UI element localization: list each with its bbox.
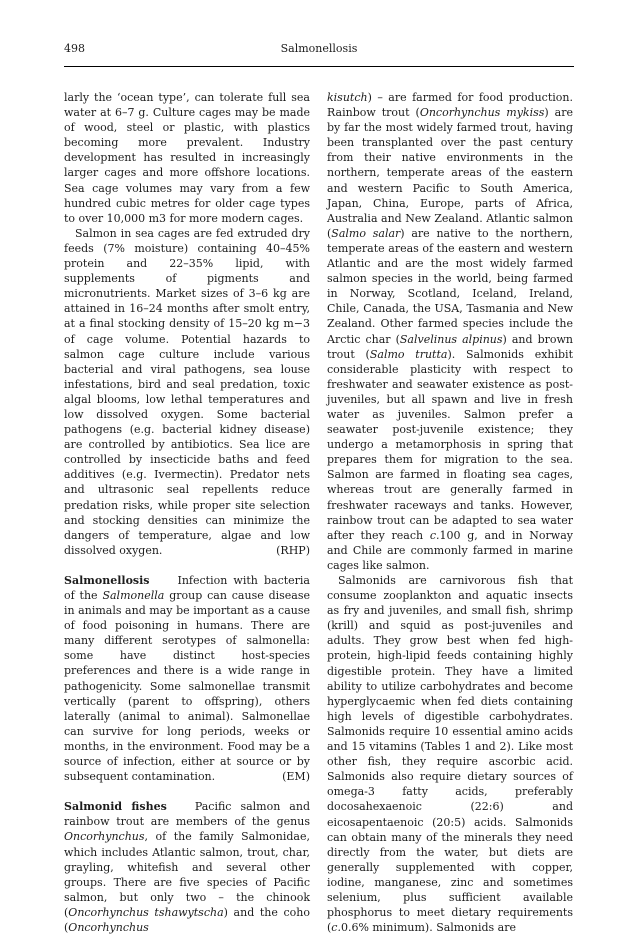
chinook-species: Oncorhynchus tshawytscha bbox=[68, 905, 224, 919]
salmonellosis-term: Salmonellosis bbox=[64, 573, 150, 587]
atlantic-salmon-species: Salmo salar bbox=[331, 226, 401, 240]
arctic-char-species: Salvelinus alpinus bbox=[399, 332, 503, 346]
page-header bbox=[64, 40, 574, 62]
left-column bbox=[64, 90, 310, 935]
rainbow-trout-species: Oncorhynchus mykiss bbox=[419, 106, 545, 120]
species-text-c: ) are native to the northern, temperate areas of the eastern and western Atlantic and are the most widely farmed salmon species in the world, being farmed in Norway, Scotland, Iceland, Ireland, Chile, Canada, the USA, Tasmania and New Zealand. Other farmed species include the Arctic char ( bbox=[327, 226, 573, 346]
coho-genus: Oncorhynchus bbox=[68, 920, 149, 934]
ocean-type-paragraph: larly the ‘ocean type’, can tolerate full sea water at 6–7 g. Culture cages may be made of wood, steel or plastic, with plastics becoming more prevalent. Industry development has resulted in increasingly larger cages and more offshore locations. Sea cage volumes may vary from a few hundred cubic metres for older cage types to over 10,000 m3 for more modern cages. bbox=[64, 91, 310, 225]
salmonid-fishes-entry bbox=[64, 799, 310, 935]
salmonella-genus: Salmonella bbox=[102, 589, 165, 602]
coho-species-end: kisutch bbox=[327, 91, 368, 104]
circa-abbrev-2: c. bbox=[331, 921, 341, 935]
author-initials-rhp: (RHP) bbox=[276, 543, 310, 557]
nutrition-text-a: Salmonids are carnivorous fish that consume zooplankton and aquatic insects as fry and juveniles, and small fish, shrimp (krill) and squid as post-juveniles and adults. They grow best when fed high-protein, high-lipid feeds containing highly digestible protein. They have a limited ability to utilize carbohydrates and become hyperglycaemic when fed diets containing high levels of digestible carbohydrates. Salmonids require 10 essential amino acids and 15 vitamins (Tables 1 and 2). Like most other fish, they require ascorbic acid. Salmonids also require dietary sources of omega-3 fatty acids, preferably docosahexaenoic (22:6) and eicosapentaenoic (20:5) acids. Salmonids can obtain many of the minerals they need directly from the water, but diets are generally supplemented with copper, iodine, manganese, zinc and sometimes selenium, plus sufficient available phosphorus to meet dietary requirements ( bbox=[327, 574, 573, 935]
circa-abbrev: c. bbox=[429, 528, 440, 542]
species-text-d: ) and brown trout ( bbox=[327, 332, 573, 361]
right-column bbox=[327, 90, 573, 935]
oncorhynchus-genus: Oncorhynchus bbox=[64, 830, 145, 844]
page-number: 498 bbox=[64, 42, 85, 55]
salmonellosis-entry bbox=[64, 573, 310, 784]
nutrition-text-b: 0.6% minimum). Salmonids are bbox=[340, 921, 516, 935]
sea-cage-feeding-text: Salmon in sea cages are fed extruded dry feeds (7% moisture) containing 40–45% protein and 22–35% lipid, with supplements of pigments and micronutrients. Market sizes of 3–6 kg are attained in 16–24 months after smolt entry, at a final stocking density of 15–20 kg m−3 of cage volume. Potential hazards to salmon cage culture include various bacterial and viral pathogens, sea louse infestations, bird and seal predation, toxic algal blooms, low lethal temperatures and low dissolved oxygen. Some bacterial pathogens (e.g. bacterial kidney disease) are controlled by antibiotics. Sea lice are controlled by insecticide baths and feed additives (e.g. Ivermectin). Predator nets and ultrasonic seal repellents reduce predation risks, while proper site selection and stocking densities can minimize the dangers of temperature, algae and low dissolved oxygen. bbox=[64, 226, 310, 557]
brown-trout-species: Salmo trutta bbox=[369, 347, 448, 361]
salmonid-species-paragraph bbox=[327, 90, 573, 573]
sea-cage-feeding-paragraph bbox=[64, 226, 310, 558]
running-title: Salmonellosis bbox=[280, 42, 358, 55]
salmonid-fishes-term: Salmonid fishes bbox=[64, 800, 167, 814]
salmonid-text-a: Pacific salmon and rainbow trout are members of the genus bbox=[64, 800, 310, 829]
species-text-f: 100 g, and in Norway and Chile are commonly farmed in marine cages like salmon. bbox=[327, 528, 573, 572]
header-rule bbox=[64, 66, 574, 67]
salmonellosis-text-a: Infection with bacteria of the bbox=[64, 573, 310, 602]
species-text-b: ) are by far the most widely farmed trout, having been transplanted over the past century from their native environments in the northern, temperate areas of the eastern and western Pacific to South America, Japan, China, Europe, parts of Africa, Australia and New Zealand. Atlantic salmon ( bbox=[327, 106, 573, 240]
salmonid-nutrition-paragraph bbox=[327, 573, 573, 935]
salmonid-text-b: , of the family Salmonidae, which includes Atlantic salmon, trout, char, grayling, whitefish and several other groups. There are five species of Pacific salmon, but only two – the chinook ( bbox=[64, 830, 310, 919]
author-initials-em: (EM) bbox=[282, 770, 310, 784]
salmonellosis-text-b: group can cause disease in animals and may be important as a cause of food poisoning in humans. There are many different serotypes of salmonella: some have distinct host-species preferences and there is a wide range in pathogenicity. Some salmonellae transmit vertically (parent to offspring), others laterally (animal to animal). Salmonellae can survive for long periods, weeks or months, in the environment. Food may be a source of infection, either at source or by subsequent contamination. bbox=[64, 589, 311, 784]
salmonid-text-c: ) and the coho ( bbox=[64, 905, 310, 934]
species-text-e: ). Salmonids exhibit considerable plasticity with respect to freshwater and seawater existence as post-juveniles, but all spawn and live in fresh water as juveniles. Salmon prefer a seawater post-juvenile existence; they undergo a metamorphosis in spring that prepares them for migration to the sea. Salmon are farmed in floating sea cages, whereas trout are generally farmed in freshwater raceways and tanks. However, rainbow trout can be adapted to sea water after they reach bbox=[327, 347, 573, 542]
species-text-a: ) – are farmed for food production. Rainbow trout ( bbox=[327, 91, 573, 120]
